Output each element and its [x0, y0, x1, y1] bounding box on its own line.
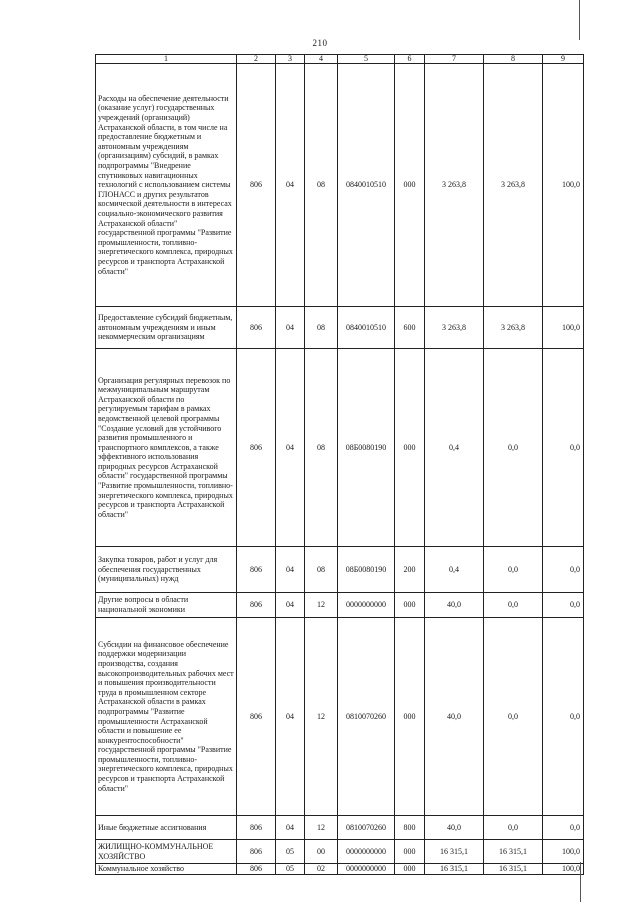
row-section-code: 04 — [276, 593, 305, 618]
row-percent: 0,0 — [543, 593, 584, 618]
table-row — [96, 307, 584, 349]
table-row — [96, 349, 584, 547]
row-expense-type: 000 — [395, 593, 425, 618]
scan-edge-line-bottom — [580, 862, 581, 902]
row-percent: 0,0 — [543, 618, 584, 816]
row-name: Расходы на обеспечение деятельности (оказание услуг) государственных учреждений (организаций) Астраханской области, в том числе на предоставление бюджетным и автономным учреждениям (организациям) субсидий, в рамках подпрограммы "Внедрение спутниковых навигационных технологий с использованием системы ГЛОНАСС и других результатов космической деятельности в интересах социально-экономического развития Астраханской области" государственной программы "Развитие промышленности, топливно-энергетического комплекса, природных ресурсов и транспорта Астраханской области" — [96, 64, 237, 307]
row-percent: 0,0 — [543, 349, 584, 547]
row-subsection-code: 00 — [305, 840, 338, 864]
row-planned-amount: 3 263,8 — [425, 307, 484, 349]
row-executed-amount: 0,0 — [484, 618, 543, 816]
row-target-code: 08Б0080190 — [338, 349, 395, 547]
row-name: Коммунальное хозяйство — [96, 864, 237, 875]
row-percent: 100,0 — [543, 864, 584, 875]
row-name: Предоставление субсидий бюджетным, автономным учреждениям и иным некоммерческим организациям — [96, 307, 237, 349]
row-planned-amount: 40,0 — [425, 618, 484, 816]
row-subsection-code: 08 — [305, 64, 338, 307]
column-header: 1 — [96, 55, 237, 64]
column-header: 8 — [484, 55, 543, 64]
row-target-code: 0000000000 — [338, 864, 395, 875]
table-row — [96, 840, 584, 864]
scan-edge-line-top — [579, 0, 580, 40]
row-percent: 100,0 — [543, 64, 584, 307]
row-section-code: 04 — [276, 618, 305, 816]
row-target-code: 0810070260 — [338, 618, 395, 816]
row-name: Субсидии на финансовое обеспечение поддержки модернизации производства, создания высокопроизводительных рабочих мест и повышения производительности труда в промышленном секторе Астраханской области в рамках подпрограммы "Развитие промышленности Астраханской области и повышение ее конкурентоспособности" государственной программы "Развитие промышленности, топливно-энергетического комплекса, природных ресурсов и транспорта Астраханской области" — [96, 618, 237, 816]
row-planned-amount: 16 315,1 — [425, 864, 484, 875]
row-name: Организация регулярных перевозок по межмуниципальным маршрутам Астраханской области по регулируемым тарифам в рамках ведомственной целевой программы "Создание условий для устойчивого развития промышленного и транспортного комплексов, а также эффективного использования природных ресурсов Астраханской области" государственной программы "Развитие промышленности, топливно-энергетического комплекса, природных ресурсов и транспорта Астраханской области" — [96, 349, 237, 547]
row-ministry-code: 806 — [237, 864, 276, 875]
column-header: 9 — [543, 55, 584, 64]
row-expense-type: 800 — [395, 816, 425, 840]
row-executed-amount: 3 263,8 — [484, 307, 543, 349]
column-header: 2 — [237, 55, 276, 64]
row-expense-type: 000 — [395, 349, 425, 547]
row-planned-amount: 40,0 — [425, 816, 484, 840]
row-percent: 100,0 — [543, 307, 584, 349]
row-executed-amount: 16 315,1 — [484, 840, 543, 864]
row-ministry-code: 806 — [237, 593, 276, 618]
row-section-code: 04 — [276, 547, 305, 593]
row-expense-type: 200 — [395, 547, 425, 593]
row-subsection-code: 02 — [305, 864, 338, 875]
page-number: 210 — [312, 38, 328, 48]
row-expense-type: 000 — [395, 864, 425, 875]
row-executed-amount: 3 263,8 — [484, 64, 543, 307]
row-section-code: 04 — [276, 349, 305, 547]
row-executed-amount: 0,0 — [484, 816, 543, 840]
row-executed-amount: 0,0 — [484, 593, 543, 618]
row-section-code: 04 — [276, 64, 305, 307]
row-executed-amount: 16 315,1 — [484, 864, 543, 875]
row-planned-amount: 16 315,1 — [425, 840, 484, 864]
row-subsection-code: 12 — [305, 593, 338, 618]
row-section-code: 04 — [276, 816, 305, 840]
row-subsection-code: 08 — [305, 349, 338, 547]
column-header: 5 — [338, 55, 395, 64]
row-subsection-code: 12 — [305, 618, 338, 816]
row-target-code: 08Б0080190 — [338, 547, 395, 593]
row-subsection-code: 08 — [305, 547, 338, 593]
column-header: 6 — [395, 55, 425, 64]
table-row — [96, 816, 584, 840]
table-header-row — [96, 55, 584, 64]
row-percent: 100,0 — [543, 840, 584, 864]
column-header: 4 — [305, 55, 338, 64]
row-target-code: 0840010510 — [338, 307, 395, 349]
row-executed-amount: 0,0 — [484, 547, 543, 593]
row-planned-amount: 0,4 — [425, 349, 484, 547]
row-ministry-code: 806 — [237, 816, 276, 840]
row-expense-type: 600 — [395, 307, 425, 349]
row-name: Закупка товаров, работ и услуг для обеспечения государственных (муниципальных) нужд — [96, 547, 237, 593]
row-ministry-code: 806 — [237, 840, 276, 864]
row-name: ЖИЛИЩНО-КОММУНАЛЬНОЕ ХОЗЯЙСТВО — [96, 840, 237, 864]
table-row — [96, 593, 584, 618]
row-expense-type: 000 — [395, 618, 425, 816]
row-section-code: 04 — [276, 307, 305, 349]
row-percent: 0,0 — [543, 547, 584, 593]
row-planned-amount: 40,0 — [425, 593, 484, 618]
row-name: Иные бюджетные ассигнования — [96, 816, 237, 840]
row-target-code: 0810070260 — [338, 816, 395, 840]
row-target-code: 0000000000 — [338, 840, 395, 864]
row-target-code: 0840010510 — [338, 64, 395, 307]
table-row — [96, 547, 584, 593]
row-planned-amount: 0,4 — [425, 547, 484, 593]
row-subsection-code: 08 — [305, 307, 338, 349]
table-row — [96, 864, 584, 875]
row-section-code: 05 — [276, 864, 305, 875]
row-target-code: 0000000000 — [338, 593, 395, 618]
row-expense-type: 000 — [395, 840, 425, 864]
row-ministry-code: 806 — [237, 307, 276, 349]
row-section-code: 05 — [276, 840, 305, 864]
row-planned-amount: 3 263,8 — [425, 64, 484, 307]
row-ministry-code: 806 — [237, 349, 276, 547]
row-ministry-code: 806 — [237, 547, 276, 593]
budget-table — [95, 54, 584, 875]
column-header: 3 — [276, 55, 305, 64]
row-expense-type: 000 — [395, 64, 425, 307]
row-executed-amount: 0,0 — [484, 349, 543, 547]
table-row — [96, 618, 584, 816]
table-row — [96, 64, 584, 307]
row-ministry-code: 806 — [237, 618, 276, 816]
row-percent: 0,0 — [543, 816, 584, 840]
row-ministry-code: 806 — [237, 64, 276, 307]
column-header: 7 — [425, 55, 484, 64]
row-subsection-code: 12 — [305, 816, 338, 840]
row-name: Другие вопросы в области национальной экономики — [96, 593, 237, 618]
